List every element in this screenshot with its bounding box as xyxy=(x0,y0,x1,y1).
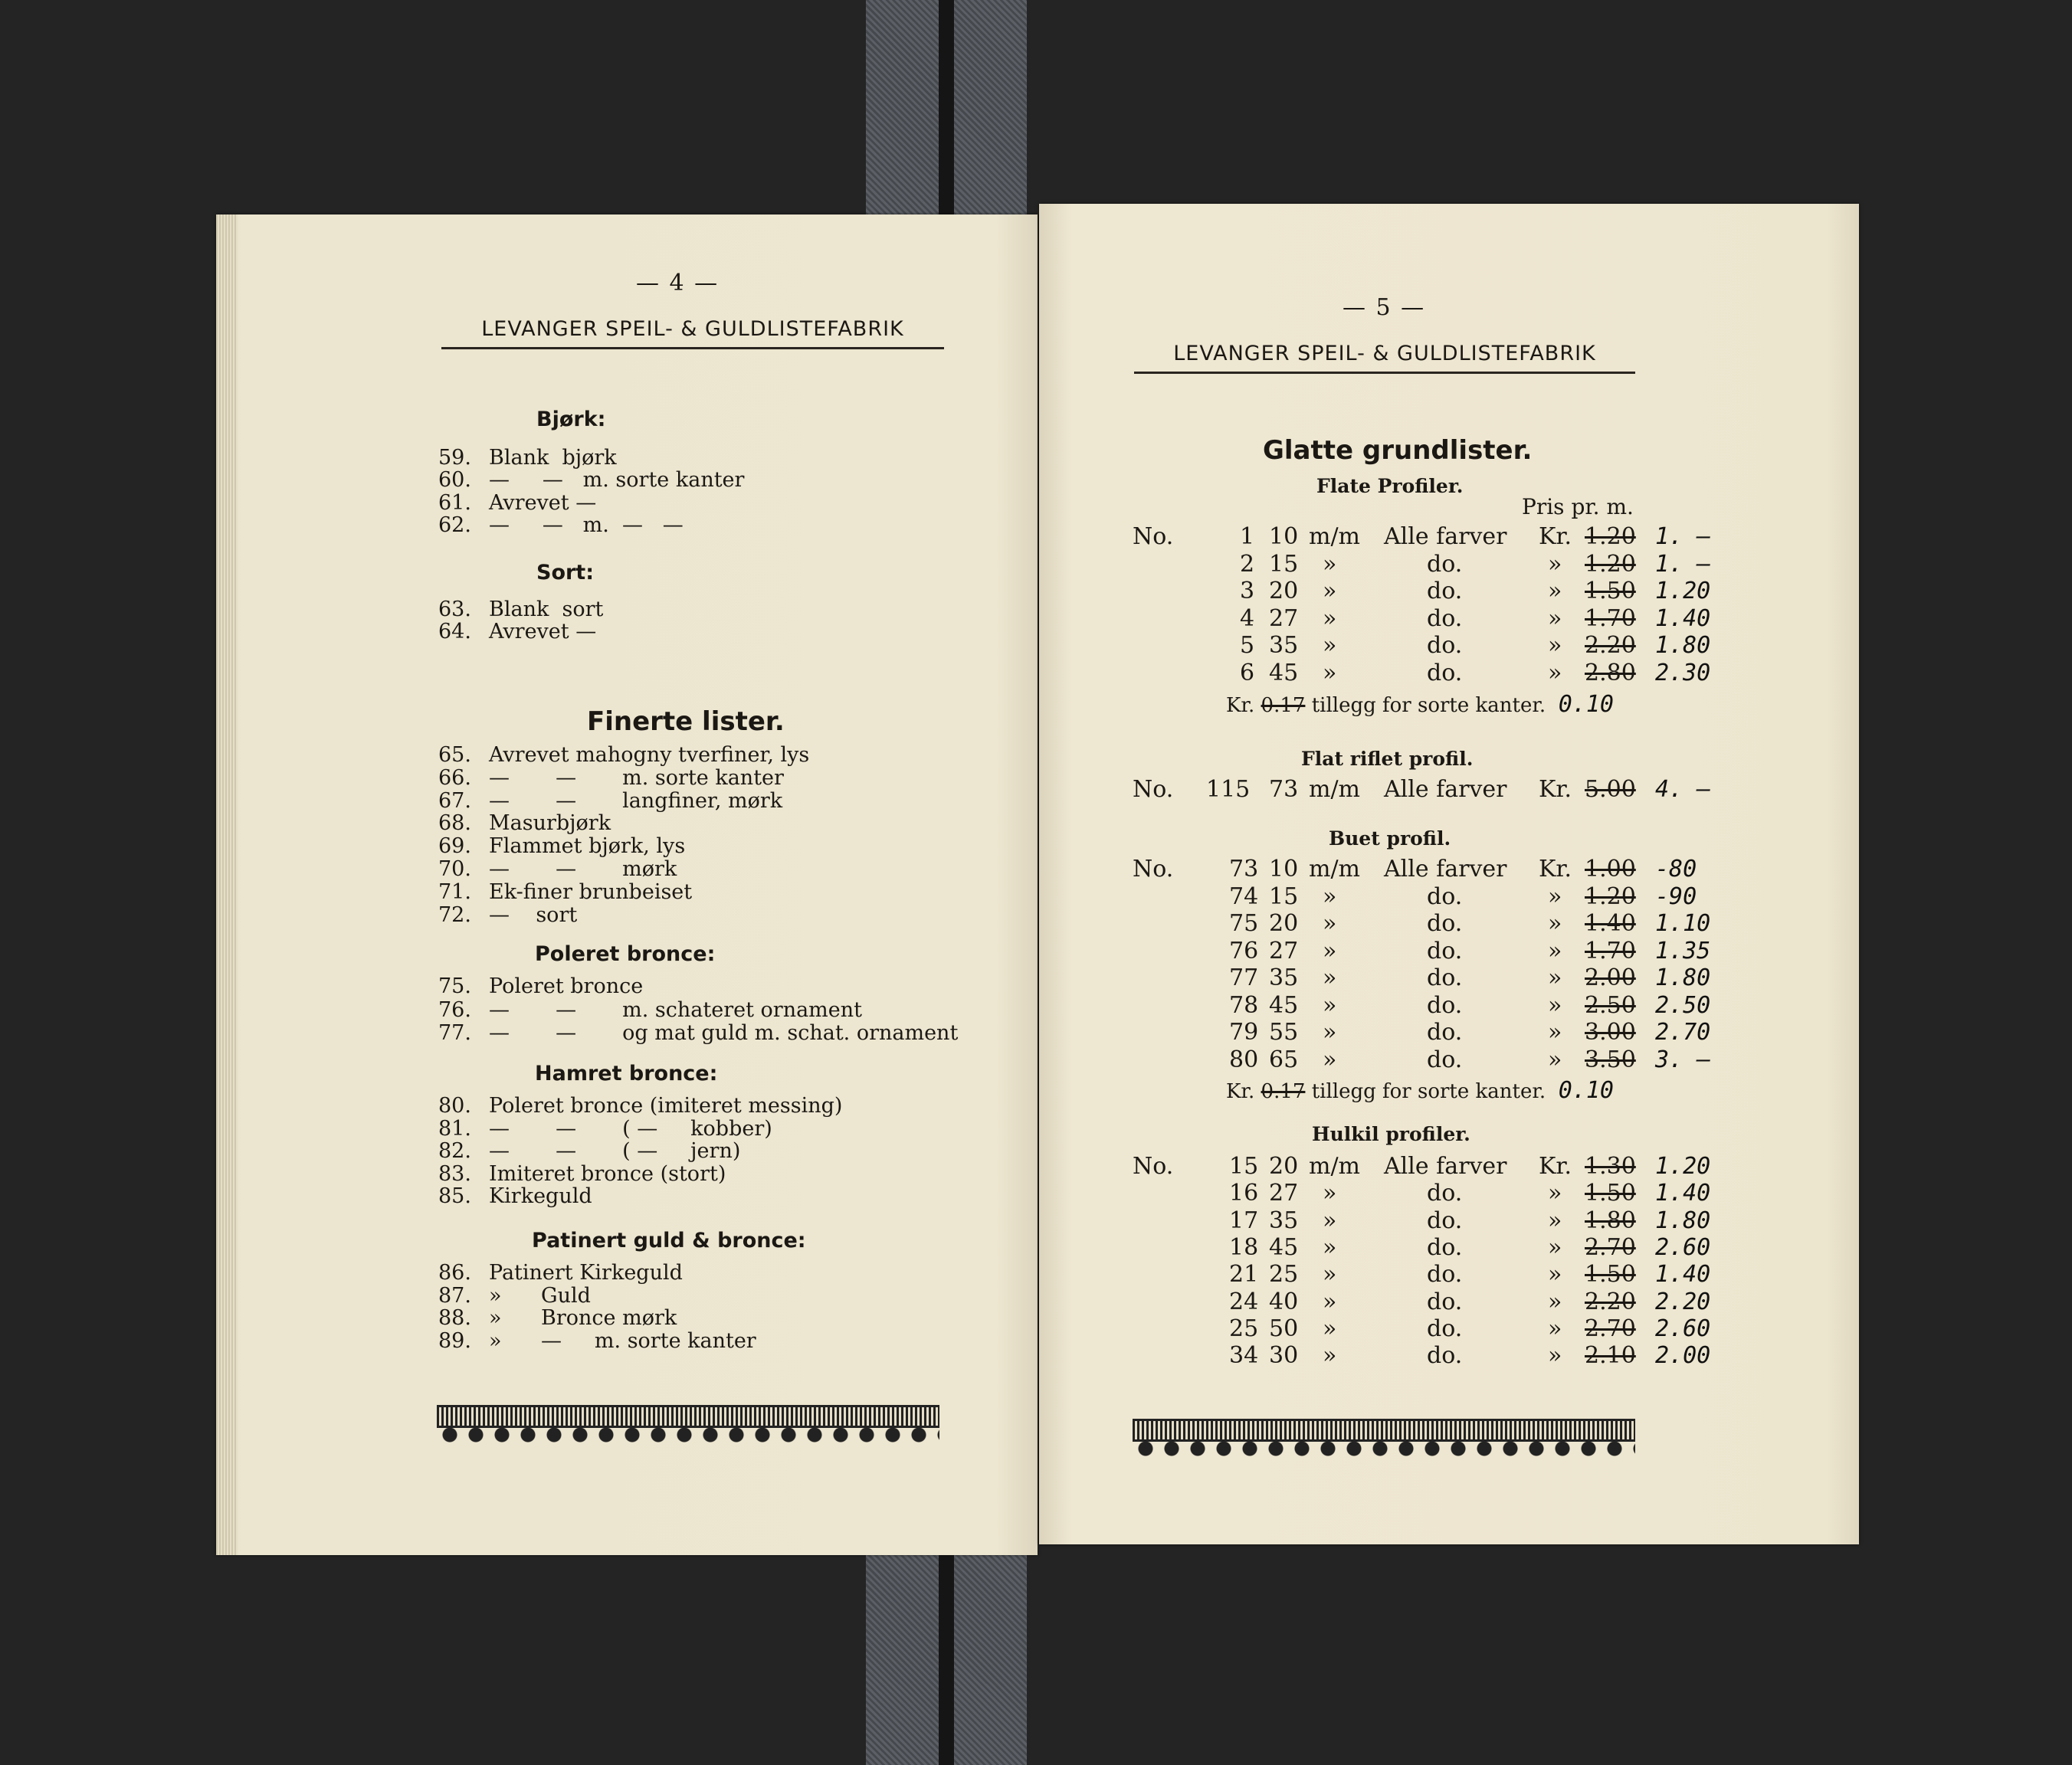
price-row xyxy=(0,1233,1839,1261)
section-title: Glatte grundlister. xyxy=(1263,435,1533,466)
item-number: 61. xyxy=(438,490,471,515)
unit: » xyxy=(1323,550,1337,578)
width-mm: 20 xyxy=(1269,1153,1299,1180)
item-description: — — ( — kobber) xyxy=(489,1116,772,1141)
old-price: 2.10 xyxy=(1585,1342,1636,1370)
item-description: — — mørk xyxy=(489,857,677,881)
color-option: do. xyxy=(1427,1342,1463,1370)
color-option: do. xyxy=(1427,1288,1463,1315)
price-row xyxy=(0,1288,1839,1315)
currency: » xyxy=(1548,660,1562,686)
item-number: 82. xyxy=(438,1139,471,1163)
unit: » xyxy=(1323,1315,1337,1342)
old-price: 3.50 xyxy=(1585,1046,1636,1073)
unit: » xyxy=(1323,660,1337,686)
unit: » xyxy=(1323,1207,1337,1234)
new-price-handwritten: -90 xyxy=(1655,882,1697,910)
new-surcharge-handwritten: 0.10 xyxy=(1558,690,1614,718)
currency: » xyxy=(1548,1288,1562,1315)
profile-number: 73 xyxy=(1229,856,1259,882)
item-description: — — ( — jern) xyxy=(489,1139,741,1163)
ornament-border xyxy=(437,1405,939,1451)
new-price-handwritten: 1.40 xyxy=(1655,1261,1711,1289)
old-price: 1.40 xyxy=(1585,910,1636,937)
price-row xyxy=(0,1046,1839,1073)
new-price-handwritten: 3. – xyxy=(1655,1046,1711,1073)
item-description: — — m. sorte kanter xyxy=(489,468,745,493)
old-price: 1.80 xyxy=(1585,1207,1636,1234)
color-option: do. xyxy=(1427,1207,1463,1234)
price-row xyxy=(0,991,1839,1022)
unit: » xyxy=(1323,910,1337,937)
surcharge-note xyxy=(1226,1077,1614,1104)
profile-number: 77 xyxy=(1229,964,1259,991)
item-number: 77. xyxy=(438,1021,471,1045)
old-price: 1.50 xyxy=(1585,578,1636,605)
price-row xyxy=(0,1207,1839,1234)
new-price-handwritten: 1.10 xyxy=(1655,910,1711,937)
unit: » xyxy=(1323,1019,1337,1046)
item-number: 63. xyxy=(438,598,471,621)
currency: » xyxy=(1548,1019,1562,1046)
profile-number: 3 xyxy=(1240,578,1255,605)
item-number: 83. xyxy=(438,1161,471,1186)
item-number: 59. xyxy=(438,446,471,470)
width-mm: 15 xyxy=(1269,882,1299,910)
old-price: 2.50 xyxy=(1585,991,1636,1019)
old-price: 3.00 xyxy=(1585,1019,1636,1046)
item-number: 88. xyxy=(438,1306,471,1330)
old-price: 2.20 xyxy=(1585,632,1636,660)
color-option: do. xyxy=(1427,1046,1463,1073)
profile-number: 18 xyxy=(1229,1233,1259,1261)
list-item xyxy=(438,1118,772,1139)
item-description: Blank bjørk xyxy=(489,446,617,470)
price-row xyxy=(0,912,1839,937)
item-number: 68. xyxy=(438,811,471,836)
page-header: LEVANGER SPEIL- & GULDLISTEFABRIK xyxy=(1134,342,1635,374)
unit: m/m xyxy=(1309,776,1361,803)
color-option: do. xyxy=(1427,882,1463,910)
new-price-handwritten: 1. – xyxy=(1655,550,1711,578)
currency: » xyxy=(1548,550,1562,578)
color-option: Alle farver xyxy=(1384,1153,1507,1180)
price-row xyxy=(0,1021,1839,1046)
width-mm: 35 xyxy=(1269,1207,1299,1234)
row-label: No. xyxy=(1133,856,1174,882)
surcharge-note xyxy=(1226,691,1614,718)
width-mm: 50 xyxy=(1269,1315,1299,1342)
row-label: No. xyxy=(1133,523,1174,550)
width-mm: 65 xyxy=(1269,1046,1299,1073)
old-surcharge: 0.17 xyxy=(1261,693,1306,717)
surcharge-text: tillegg for sorte kanter. xyxy=(1311,1080,1546,1103)
currency: » xyxy=(1548,964,1562,991)
new-price-handwritten: 1.20 xyxy=(1655,1153,1711,1180)
profile-number: 17 xyxy=(1229,1207,1259,1234)
profile-number: 75 xyxy=(1229,910,1259,937)
color-option: do. xyxy=(1427,1180,1463,1207)
unit: » xyxy=(1323,578,1337,605)
old-price: 1.70 xyxy=(1585,604,1636,632)
color-option: do. xyxy=(1427,550,1463,578)
currency: » xyxy=(1548,937,1562,964)
item-description: Flammet bjørk, lys xyxy=(489,834,686,859)
item-number: 62. xyxy=(438,512,471,537)
section-title: Patinert guld & bronce: xyxy=(532,1229,806,1253)
section-title: Poleret bronce: xyxy=(535,942,716,966)
width-mm: 27 xyxy=(1269,937,1299,964)
list-item xyxy=(438,1095,842,1116)
price-row xyxy=(0,580,1839,604)
color-option: do. xyxy=(1427,1261,1463,1289)
list-item xyxy=(438,490,597,515)
item-description: Kirkeguld xyxy=(489,1184,592,1208)
new-price-handwritten: 4. – xyxy=(1655,776,1711,803)
section-title: Hamret bronce: xyxy=(535,1062,718,1086)
surcharge-text: tillegg for sorte kanter. xyxy=(1311,693,1546,717)
item-number: 67. xyxy=(438,788,471,813)
price-row xyxy=(0,882,1839,910)
page-number: — 4 — xyxy=(636,270,720,296)
section-title: Bjørk: xyxy=(536,408,606,431)
width-mm: 45 xyxy=(1269,991,1299,1019)
width-mm: 73 xyxy=(1269,776,1299,803)
currency: » xyxy=(1548,1180,1562,1207)
currency: » xyxy=(1548,1046,1562,1073)
new-price-handwritten: 2.60 xyxy=(1655,1315,1711,1342)
price-row xyxy=(0,662,1839,686)
price-row xyxy=(0,604,1839,632)
color-option: do. xyxy=(1427,1233,1463,1261)
price-row xyxy=(0,858,1839,882)
width-mm: 15 xyxy=(1269,550,1299,578)
width-mm: 20 xyxy=(1269,578,1299,605)
price-row xyxy=(0,778,1839,803)
new-price-handwritten: 1.35 xyxy=(1655,937,1711,964)
old-price: 2.70 xyxy=(1585,1315,1636,1342)
item-description: Patinert Kirkeguld xyxy=(489,1261,683,1285)
new-price-handwritten: 1.40 xyxy=(1655,1180,1711,1207)
item-description: Avrevet — xyxy=(489,620,597,644)
item-description: — — langfiner, mørk xyxy=(489,788,783,813)
width-mm: 35 xyxy=(1269,964,1299,991)
new-price-handwritten: 1. – xyxy=(1655,523,1711,550)
unit: » xyxy=(1323,1180,1337,1207)
price-row xyxy=(0,634,1839,659)
price-row xyxy=(0,550,1839,578)
unit: » xyxy=(1323,1046,1337,1073)
item-number: 70. xyxy=(438,857,471,881)
price-header: Pris pr. m. xyxy=(1522,494,1634,519)
item-description: — sort xyxy=(489,902,578,927)
old-price: 1.20 xyxy=(1585,550,1636,578)
old-price: 1.20 xyxy=(1585,882,1636,910)
currency: » xyxy=(1548,578,1562,605)
old-price: 1.50 xyxy=(1585,1180,1636,1207)
color-option: Alle farver xyxy=(1384,776,1507,803)
item-description: » Bronce mørk xyxy=(489,1306,677,1330)
old-price: 1.20 xyxy=(1585,523,1636,550)
currency: Kr. xyxy=(1539,856,1572,882)
profile-number: 79 xyxy=(1229,1019,1259,1046)
width-mm: 35 xyxy=(1269,632,1299,660)
price-row xyxy=(0,1315,1839,1342)
list-item xyxy=(438,468,745,493)
old-price: 2.70 xyxy=(1585,1233,1636,1261)
currency: » xyxy=(1548,882,1562,910)
unit: » xyxy=(1323,604,1337,632)
profile-number: 1 xyxy=(1240,523,1255,550)
new-price-handwritten: 2.50 xyxy=(1655,991,1711,1019)
item-number: 80. xyxy=(438,1094,471,1118)
profile-number: 115 xyxy=(1206,776,1251,803)
unit: m/m xyxy=(1309,523,1361,550)
item-description: Poleret bronce (imiteret messing) xyxy=(489,1094,843,1118)
width-mm: 40 xyxy=(1269,1288,1299,1315)
old-price: 2.80 xyxy=(1585,660,1636,686)
color-option: Alle farver xyxy=(1384,523,1507,550)
old-price: 1.50 xyxy=(1585,1261,1636,1289)
currency: Kr. xyxy=(1539,523,1572,550)
currency: » xyxy=(1548,604,1562,632)
section-subtitle: Flat riflet profil. xyxy=(1301,748,1474,770)
profile-number: 80 xyxy=(1229,1046,1259,1073)
item-number: 66. xyxy=(438,765,471,790)
new-price-handwritten: 1.80 xyxy=(1655,632,1711,660)
list-item xyxy=(438,447,617,468)
profile-number: 21 xyxy=(1229,1261,1259,1289)
profile-number: 76 xyxy=(1229,937,1259,964)
item-number: 72. xyxy=(438,902,471,927)
currency: » xyxy=(1548,910,1562,937)
unit: » xyxy=(1323,964,1337,991)
color-option: do. xyxy=(1427,1315,1463,1342)
item-description: Blank sort xyxy=(489,598,604,621)
unit: m/m xyxy=(1309,856,1361,882)
item-description: Ek-finer brunbeiset xyxy=(489,879,693,904)
profile-number: 2 xyxy=(1240,550,1255,578)
currency: » xyxy=(1548,632,1562,660)
color-option: do. xyxy=(1427,1019,1463,1046)
currency: » xyxy=(1548,1342,1562,1370)
item-description: Avrevet mahogny tverfiner, lys xyxy=(489,743,810,767)
unit: » xyxy=(1323,1288,1337,1315)
color-option: do. xyxy=(1427,937,1463,964)
page-number: — 5 — xyxy=(1343,294,1426,321)
new-surcharge-handwritten: 0.10 xyxy=(1558,1077,1614,1104)
item-number: 76. xyxy=(438,997,471,1022)
list-item xyxy=(438,834,686,859)
item-description: Masurbjørk xyxy=(489,811,611,836)
new-price-handwritten: 2.00 xyxy=(1655,1342,1711,1370)
item-number: 64. xyxy=(438,620,471,644)
currency: » xyxy=(1548,1207,1562,1234)
currency: » xyxy=(1548,1233,1562,1261)
section-subtitle: Flate Profiler. xyxy=(1316,475,1464,497)
old-price: 5.00 xyxy=(1585,776,1636,803)
price-row xyxy=(0,1344,1839,1369)
profile-number: 25 xyxy=(1229,1315,1259,1342)
item-number: 75. xyxy=(438,974,471,998)
currency: » xyxy=(1548,991,1562,1019)
item-description: Imiteret bronce (stort) xyxy=(489,1161,726,1186)
item-number: 81. xyxy=(438,1116,471,1141)
width-mm: 45 xyxy=(1269,1233,1299,1261)
page-header: LEVANGER SPEIL- & GULDLISTEFABRIK xyxy=(441,317,944,349)
profile-number: 74 xyxy=(1229,882,1259,910)
item-number: 71. xyxy=(438,879,471,904)
width-mm: 45 xyxy=(1269,660,1299,686)
item-number: 87. xyxy=(438,1283,471,1308)
width-mm: 10 xyxy=(1269,856,1299,882)
color-option: do. xyxy=(1427,991,1463,1019)
width-mm: 25 xyxy=(1269,1261,1299,1289)
old-price: 2.20 xyxy=(1585,1288,1636,1315)
currency: Kr. xyxy=(1226,693,1255,717)
color-option: do. xyxy=(1427,604,1463,632)
item-description: » Guld xyxy=(489,1283,591,1308)
width-mm: 55 xyxy=(1269,1019,1299,1046)
section-title: Sort: xyxy=(536,561,595,585)
profile-number: 78 xyxy=(1229,991,1259,1019)
price-row xyxy=(0,1182,1839,1207)
new-price-handwritten: 2.60 xyxy=(1655,1233,1711,1261)
width-mm: 27 xyxy=(1269,1180,1299,1207)
currency: » xyxy=(1548,1315,1562,1342)
new-price-handwritten: 2.70 xyxy=(1655,1019,1711,1046)
color-option: do. xyxy=(1427,578,1463,605)
color-option: do. xyxy=(1427,632,1463,660)
new-price-handwritten: 1.40 xyxy=(1655,604,1711,632)
unit: » xyxy=(1323,882,1337,910)
section-subtitle: Buet profil. xyxy=(1329,827,1451,850)
profile-number: 16 xyxy=(1229,1180,1259,1207)
item-description: — — m. sorte kanter xyxy=(489,765,784,790)
item-number: 86. xyxy=(438,1261,471,1285)
unit: » xyxy=(1323,991,1337,1019)
unit: m/m xyxy=(1309,1153,1361,1180)
row-label: No. xyxy=(1133,776,1174,803)
list-item xyxy=(438,745,809,765)
currency: Kr. xyxy=(1226,1080,1255,1103)
item-number: 69. xyxy=(438,834,471,859)
profile-number: 5 xyxy=(1240,632,1255,660)
profile-number: 6 xyxy=(1240,660,1255,686)
item-description: Poleret bronce xyxy=(489,974,644,998)
profile-number: 24 xyxy=(1229,1288,1259,1315)
price-row xyxy=(0,964,1839,991)
new-price-handwritten: 1.20 xyxy=(1655,578,1711,605)
item-description: » — m. sorte kanter xyxy=(489,1328,756,1353)
color-option: do. xyxy=(1427,964,1463,991)
color-option: do. xyxy=(1427,910,1463,937)
item-number: 65. xyxy=(438,743,471,767)
currency: Kr. xyxy=(1539,776,1572,803)
currency: Kr. xyxy=(1539,1153,1572,1180)
currency: » xyxy=(1548,1261,1562,1289)
new-price-handwritten: 1.80 xyxy=(1655,1207,1711,1234)
section-title: Finerte lister. xyxy=(587,706,785,737)
price-row xyxy=(0,1155,1839,1180)
section-subtitle: Hulkil profiler. xyxy=(1312,1123,1470,1145)
item-description: — — og mat guld m. schat. ornament xyxy=(489,1021,959,1045)
item-description: — — m. schateret ornament xyxy=(489,997,863,1022)
unit: » xyxy=(1323,1233,1337,1261)
price-row xyxy=(0,937,1839,964)
profile-number: 34 xyxy=(1229,1342,1259,1370)
width-mm: 10 xyxy=(1269,523,1299,550)
item-number: 89. xyxy=(438,1328,471,1353)
new-price-handwritten: 2.30 xyxy=(1655,660,1711,686)
ornament-border xyxy=(1133,1419,1635,1465)
width-mm: 30 xyxy=(1269,1342,1299,1370)
old-price: 2.00 xyxy=(1585,964,1636,991)
unit: » xyxy=(1323,1261,1337,1289)
list-item xyxy=(438,811,611,836)
new-price-handwritten: -80 xyxy=(1655,856,1697,882)
item-description: Avrevet — xyxy=(489,490,597,515)
old-price: 1.30 xyxy=(1585,1153,1636,1180)
new-price-handwritten: 1.80 xyxy=(1655,964,1711,991)
old-price: 1.00 xyxy=(1585,856,1636,882)
item-number: 85. xyxy=(438,1184,471,1208)
item-number: 60. xyxy=(438,468,471,493)
color-option: do. xyxy=(1427,660,1463,686)
price-row xyxy=(0,1263,1839,1288)
old-price: 1.70 xyxy=(1585,937,1636,964)
unit: » xyxy=(1323,937,1337,964)
width-mm: 20 xyxy=(1269,910,1299,937)
width-mm: 27 xyxy=(1269,604,1299,632)
unit: » xyxy=(1323,632,1337,660)
profile-number: 15 xyxy=(1229,1153,1259,1180)
new-price-handwritten: 2.20 xyxy=(1655,1288,1711,1315)
item-description: — — m. — — xyxy=(489,512,684,537)
old-surcharge: 0.17 xyxy=(1261,1080,1306,1103)
color-option: Alle farver xyxy=(1384,856,1507,882)
profile-number: 4 xyxy=(1240,604,1255,632)
unit: » xyxy=(1323,1342,1337,1370)
row-label: No. xyxy=(1133,1153,1174,1180)
